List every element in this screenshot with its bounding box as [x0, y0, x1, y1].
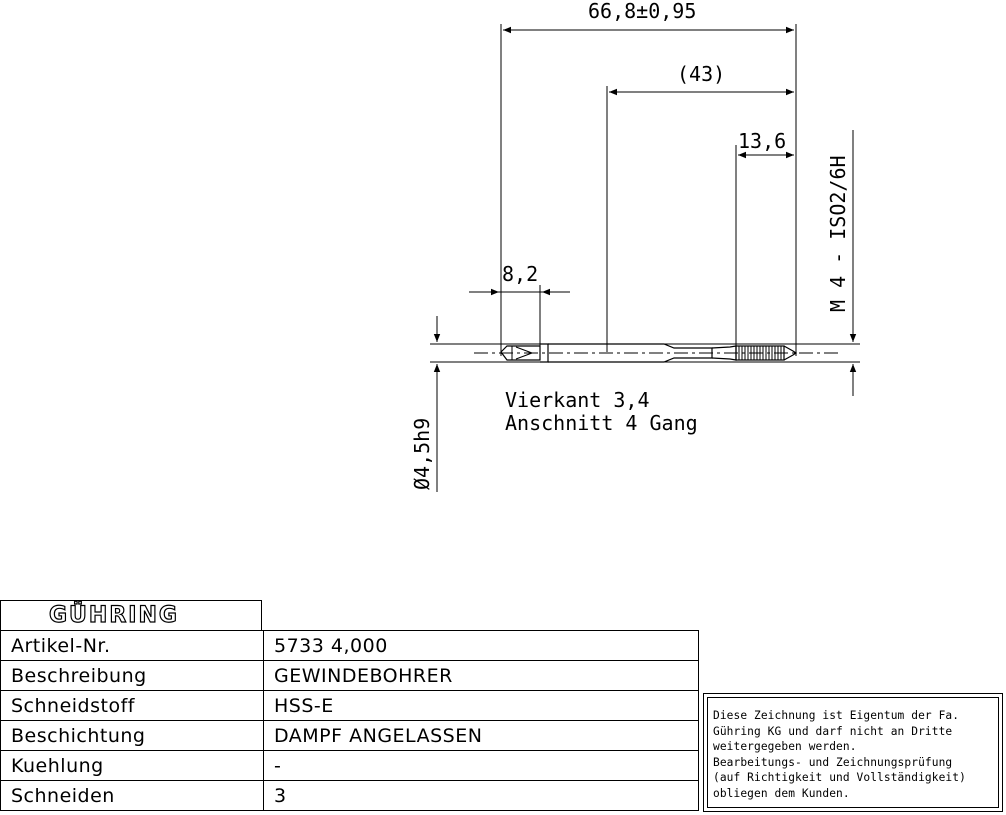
title-block	[0, 600, 700, 815]
dim-total-length: 66,8±0,95	[588, 0, 697, 23]
row-key-beschreibung: Beschreibung	[1, 661, 264, 691]
row-value-kuehlung: -	[264, 751, 699, 781]
row-key-schneidstoff: Schneidstoff	[1, 691, 264, 721]
row-value-schneidstoff: HSS-E	[264, 691, 699, 721]
row-value-schneiden: 3	[264, 781, 699, 811]
table-row	[1, 631, 699, 661]
table-row	[1, 721, 699, 751]
ownership-notice	[703, 693, 1003, 812]
row-key-kuehlung: Kuehlung	[1, 751, 264, 781]
dim-shank-length: (43)	[677, 62, 726, 86]
row-value-beschreibung: GEWINDEBOHRER	[264, 661, 699, 691]
row-value-beschichtung: DAMPF ANGELASSEN	[264, 721, 699, 751]
table-row	[1, 751, 699, 781]
dim-diameter: Ø4,5h9	[410, 417, 434, 490]
properties-table	[0, 630, 699, 811]
note-chamfer: Anschnitt 4 Gang	[505, 411, 698, 435]
row-key-beschichtung: Beschichtung	[1, 721, 264, 751]
row-value-artikel: 5733 4,000	[264, 631, 699, 661]
guehring-logo: GÜHRING	[49, 603, 179, 628]
row-key-artikel: Artikel-Nr.	[1, 631, 264, 661]
dim-thread-length: 13,6	[738, 129, 787, 153]
logo-cell	[0, 600, 262, 630]
note-square: Vierkant 3,4	[505, 388, 650, 412]
table-row	[1, 781, 699, 811]
table-row	[1, 691, 699, 721]
table-row	[1, 661, 699, 691]
dim-square-length: 8,2	[502, 262, 539, 286]
dim-thread-designation: M 4 - ISO2/6H	[826, 155, 850, 312]
row-key-schneiden: Schneiden	[1, 781, 264, 811]
ownership-notice-text: Diese Zeichnung ist Eigentum der Fa. Gühring KG und darf nicht an Dritte weitergegeben werden. Bearbeitungs- und Zeichnungsprüfung (auf Richtigkeit und Vollständigkeit) obliegen dem Kunden.	[707, 697, 999, 808]
